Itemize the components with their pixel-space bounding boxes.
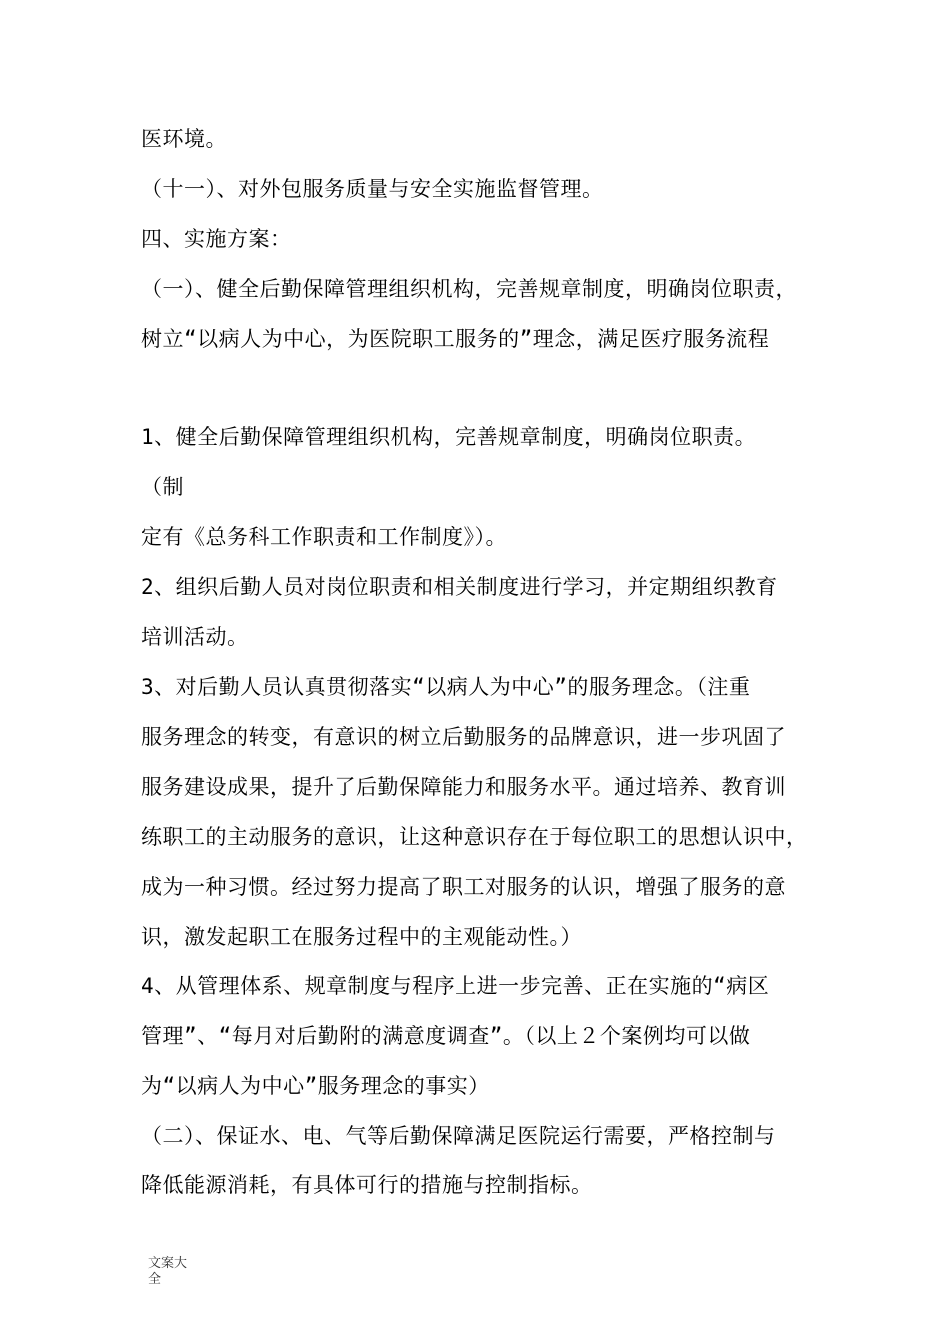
text-line: （二）、保证水、电、气等后勤保障满足医院运行需要，严格控制与 bbox=[141, 1124, 776, 1148]
text-line: 练职工的主动服务的意识，让这种意识存在于每位职工的思想认识中， bbox=[141, 825, 808, 849]
section-heading: 四、实施方案： bbox=[141, 227, 292, 251]
text-line: （一）、健全后勤保障管理组织机构，完善规章制度，明确岗位职责， bbox=[141, 277, 797, 301]
text-line: 树立“以病人为中心，为医院职工服务的”理念，满足医疗服务流程 bbox=[141, 327, 770, 351]
footer-text: 文案大全 bbox=[148, 1256, 188, 1287]
text-line: 降低能源消耗，有具体可行的措施与控制指标。 bbox=[141, 1173, 593, 1197]
text-line: 定有《总务科工作职责和工作制度》）。 bbox=[141, 525, 507, 549]
text-line: 服务建设成果，提升了后勤保障能力和服务水平。通过培养、教育训 bbox=[141, 775, 786, 799]
text-line: 成为一种习惯。经过努力提高了职工对服务的认识，增强了服务的意 bbox=[141, 875, 786, 899]
text-line: 识，激发起职工在服务过程中的主观能动性。） bbox=[141, 925, 582, 949]
text-line: （十一）、对外包服务质量与安全实施监督管理。 bbox=[141, 177, 604, 201]
text-line: 管理”、“每月对后勤附的满意度调查”。（以上２个案例均可以做 bbox=[141, 1024, 751, 1048]
text-line: （制 bbox=[141, 475, 184, 499]
text-line: 4、从管理体系、规章制度与程序上进一步完善、正在实施的“病区 bbox=[141, 974, 770, 998]
text-line: 服务理念的转变，有意识的树立后勤服务的品牌意识，进一步巩固了 bbox=[141, 725, 786, 749]
text-line: 为“以病人为中心”服务理念的事实） bbox=[141, 1074, 490, 1098]
text-line: 培训活动。 bbox=[141, 625, 249, 649]
text-line: 2、组织后勤人员对岗位职责和相关制度进行学习，并定期组织教育 bbox=[141, 575, 778, 599]
text-line: 医环境。 bbox=[141, 127, 227, 151]
text-line: 1、健全后勤保障管理组织机构，完善规章制度，明确岗位职责。 bbox=[141, 425, 757, 449]
text-line: 3、对后勤人员认真贯彻落实“以病人为中心”的服务理念。（注重 bbox=[141, 675, 751, 699]
